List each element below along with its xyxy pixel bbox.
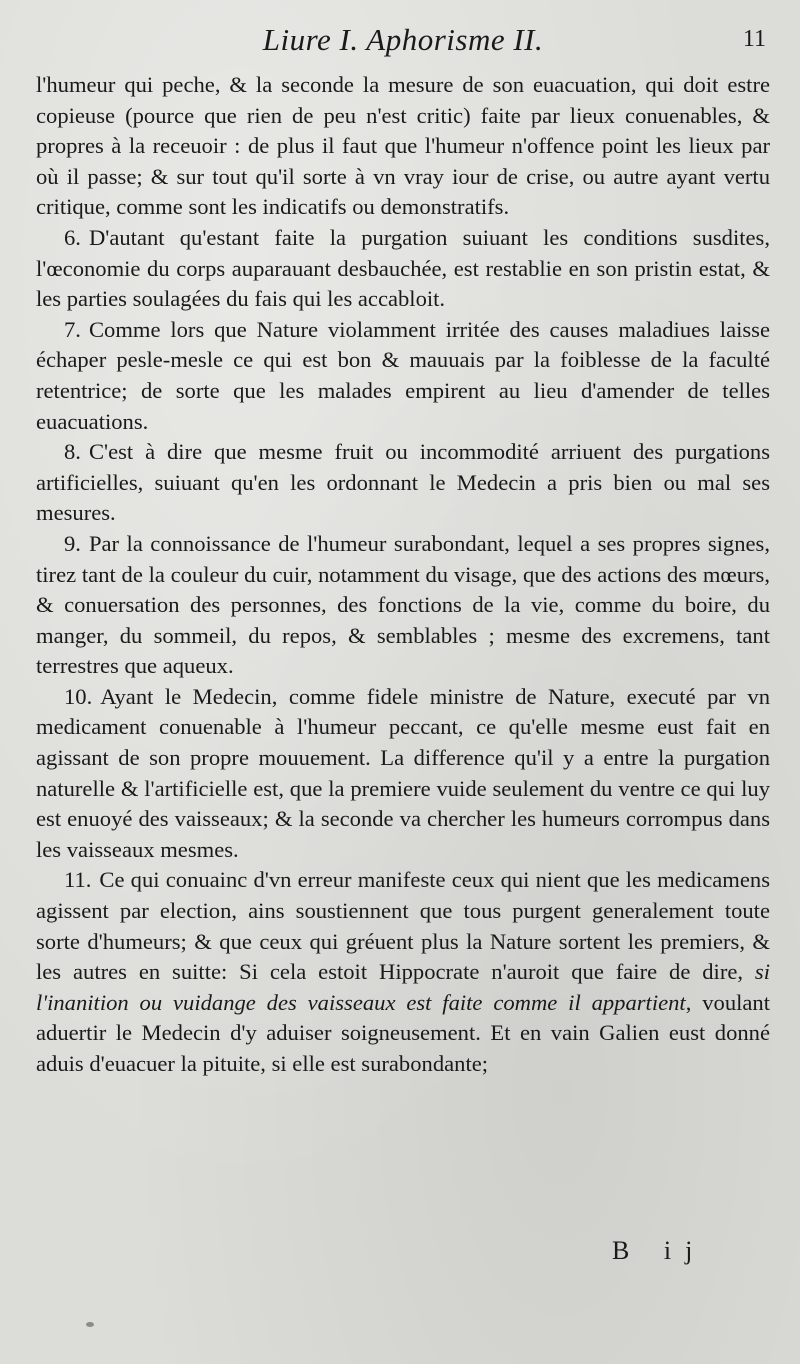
paragraph-10 — [36, 682, 770, 866]
running-title: Liure I. Aphorisme II. — [262, 22, 544, 57]
paragraph-6 — [36, 223, 770, 315]
paragraph-text: Comme lors que Nature violamment irritée des causes maladiues laisse échaper pesle-mesle ce qui est bon & mauuais par la foiblesse de la faculté retentrice; de sorte que les malades empirent au lieu d'amender de telles euacuations. — [36, 316, 770, 434]
paragraph-8 — [36, 437, 770, 529]
running-head — [36, 22, 770, 62]
paragraph-text: Par la connoissance de l'humeur surabondant, lequel a ses propres signes, tirez tant de la couleur du cuir, notamment du visage, que des actions des mœurs, & conuersation des personnes, des fonctions de la vie, comme du boire, du manger, du sommeil, du repos, & semblables ; mesme des excremens, tant terrestres que aqueux. — [36, 530, 770, 679]
italic-quotation: si l'inanition ou vuidange des vaisseaux est faite comme il appartient — [36, 959, 770, 1015]
paragraph-11 — [36, 865, 770, 1079]
paragraph-9 — [36, 529, 770, 682]
paragraph-continuation — [36, 70, 770, 223]
signature-mark: B ij — [612, 1236, 707, 1265]
paragraph-number: 11. — [64, 867, 92, 893]
paragraph-text: C'est à dire que mesme fruit ou incommodité arriuent des purgations artificielles, suiuant qu'en les ordonnant le Medecin a pris bien ou mal ses mesures. — [36, 439, 770, 526]
paragraph-text-continued: , voulant aduertir le Medecin d'y aduiser soigneusement. Et en vain Galien eust donné aduis d'euacuer la pituite, si elle est surabondante; — [36, 989, 770, 1076]
body-text — [36, 70, 770, 1080]
paragraph-text: l'humeur qui peche, & la seconde la mesure de son euacuation, qui doit estre copieuse (pource que rien de peu n'est critic) faite par lieux conuenables, & propres à la receuoir : de plus il faut que l'humeur n'offence point les lieux par où il passe; & sur tout qu'il sorte à vn vray iour de crise, ou autre ayant vertu critique, comme sont les indicatifs ou demonstratifs. — [36, 72, 770, 220]
page-number: 11 — [742, 26, 766, 52]
paragraph-text: Ce qui conuainc d'vn erreur manifeste ceux qui nient que les medicamens agissent par election, ains soustiennent que tous purgent generalement toute sorte d'humeurs; & que ceux qui gréuent plus la Nature sortent les premiers, & les autres en suitte: Si cela estoit Hippocrate n'auroit que faire de dire, — [36, 867, 770, 985]
paragraph-number: 8. — [64, 439, 81, 465]
paragraph-number: 7. — [64, 316, 81, 342]
paragraph-text: Ayant le Medecin, comme fidele ministre de Nature, executé par vn medicament conuenable à l'humeur peccant, ce qu'elle mesme eust fait en agissant de son propre mouuement. La difference qu'il y a entre la purgation naturelle & l'artificielle est, que la premiere vuide seulement du ventre ce qui luy est enuoyé des vaisseaux; & la seconde va chercher les humeurs corrompus dans les vaisseaux mesmes. — [36, 683, 770, 862]
paragraph-number: 6. — [64, 224, 81, 250]
paragraph-text: D'autant qu'estant faite la purgation suiuant les conditions susdites, l'œconomie du corps auparauant desbauchée, est restablie en son pristin estat, & les parties soulagées du fais qui les accabloit. — [36, 224, 770, 312]
ink-speck — [86, 1322, 94, 1327]
paragraph-7 — [36, 315, 770, 437]
paragraph-number: 9. — [64, 530, 81, 556]
paragraph-number: 10. — [64, 683, 93, 709]
